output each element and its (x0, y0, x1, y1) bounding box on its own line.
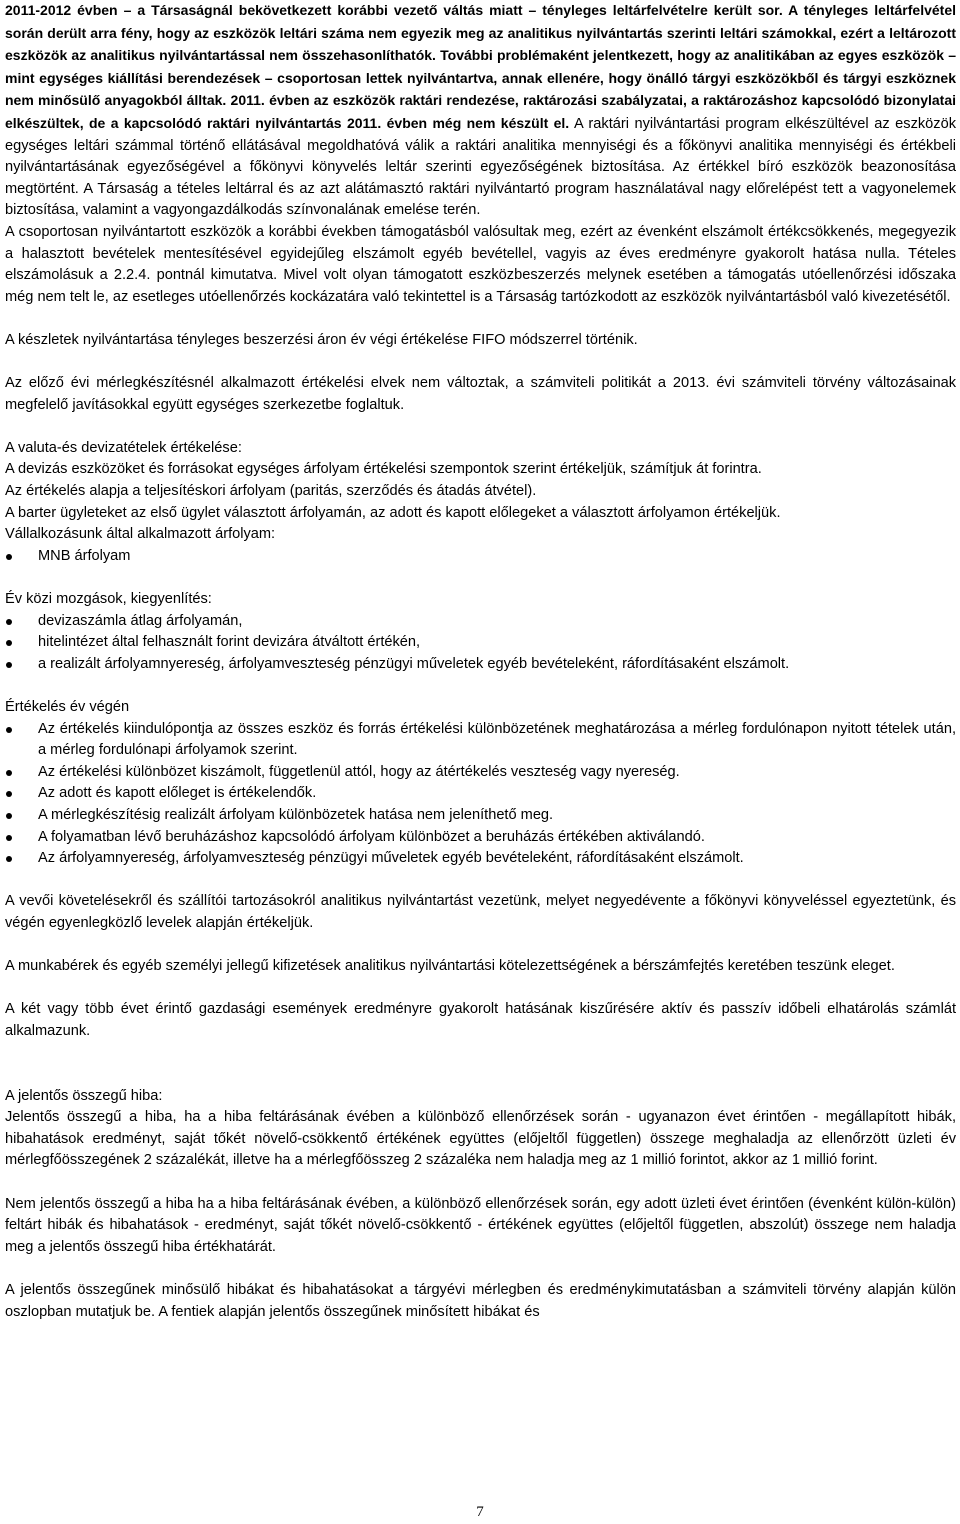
paragraph-tail-part: A Társaság a tételes leltárral és az azt alátámasztó raktári nyilvántartó program használatával nagy előrelépést tett a vagyonelemek biztosítása, valamint a vagyongazdálkodás színvonalának emelése terén. (5, 180, 956, 219)
paragraph-inventory-valuation: A készletek nyilvántartása tényleges beszerzési áron év végi értékelése FIFO módszerrel történik. (5, 331, 638, 348)
paragraph-material-error-definition: Jelentős összegű a hiba, ha a hiba feltárásának évében a különböző ellenőrzések során - ugyanazon évet érintően - megállapított hibák, hibahatások eredményt, saját tőkét növelő-csökkentő értékének együttes (előjeltől független) összege meghaladja az ellenőrzött üzleti év mérlegfőösszegének 2 százalékát, illetve ha a mérlegfőösszeg 2 százaléka nem haladja meg az 1 millió forintot, akkor az 1 millió forint. (5, 1109, 956, 1169)
paragraph-error-presentation: A jelentős összegűnek minősülő hibákat és hibahatásokat a tárgyévi mérlegben és eredménykimutatásban a számviteli törvény alapján külön oszlopban mutatjuk be. A fentiek alapján jelentős összegűnek minősített hibákat és (5, 1282, 956, 1320)
page-number: 7 (476, 1504, 484, 1520)
fx-line: A devizás eszközöket és forrásokat egységes árfolyam értékelési szempontok szerint értékeljük, számítjuk át forintra. (5, 461, 762, 478)
list-item: Az árfolyamnyereség, árfolyamveszteség pénzügyi műveletek egyéb bevételeként, ráfordításaként elszámolt. (5, 848, 956, 870)
list-item: devizaszámla átlag árfolyamán, (5, 611, 956, 633)
interim-list (5, 611, 956, 676)
section-heading-interim: Év közi mozgások, kiegyenlítés: (5, 591, 212, 608)
paragraph-receivables: A vevői követelésekről és szállítói tartozásokról analitikus nyilvántartást vezetünk, melyet negyedévente a főkönyvi könyveléssel egyeztetünk, és végén egyenlegközlő levelek alapján értékeljük. (5, 893, 956, 931)
document-page (5, 0, 956, 1323)
bullet-icon (6, 662, 12, 668)
bullet-icon (6, 770, 12, 776)
section-heading-fx: A valuta-és devizatételek értékelése: (5, 439, 242, 456)
list-item: Az értékelési különbözet kiszámolt, függetlenül attól, hogy az átértékelés veszteség vagy nyereség. (5, 762, 956, 784)
fx-line: A barter ügyleteket az első ügylet választott árfolyamán, az adott és kapott előlegeket a választott árfolyamon értékeljük. (5, 504, 781, 521)
bullet-icon (6, 856, 12, 862)
rate-list (5, 546, 956, 568)
section-heading-material-error: A jelentős összegű hiba: (5, 1087, 163, 1104)
list-item: MNB árfolyam (5, 546, 956, 568)
bullet-icon (6, 791, 12, 797)
paragraph-accruals: A két vagy több évet érintő gazdasági események eredményre gyakorolt hatásának kiszűrésére aktív és passzív időbeli elhatárolás számlát alkalmazunk. (5, 1001, 956, 1039)
paragraph-subsidized-assets: A csoportosan nyilvántartott eszközök a korábbi években támogatásból valósultak meg, ezért az évenként elszámolt értékcsökkenés, megegyezik a halasztott bevételek mentesítésével egyidejűleg elszámolt egyéb bevétellel, vagyis az éves eredményre gyakorolt hatása nulla. Tételes elszámolásuk a 2.2.4. pontnál kimutatva. Mivel volt olyan támogatott eszközbeszerzés melynek esetében a támogatás utóellenőrzési időszaka még nem telt le, az esetleges utóellenőrzés kockázatára való tekintettel is a Társaság tartózkodott az eszközök nyilvántartásból való kivezetésétől. (5, 223, 956, 305)
bullet-icon (6, 727, 12, 733)
fx-line: Vállalkozásunk által alkalmazott árfolyam: (5, 526, 276, 543)
paragraph-wages: A munkabérek és egyéb személyi jellegű kifizetések analitikus nyilvántartási kötelezettségének a bérszámfejtés keretében teszünk eleget. (5, 958, 895, 975)
fx-line: Az értékelés alapja a teljesítéskori árfolyam (paritás, szerződés és átadás átvétel). (5, 483, 537, 500)
paragraph-bold-part: 2011-2012 évben – a Társaságnál bekövetkezett korábbi vezető váltás miatt – tényleges leltárfelvételre került sor. A tényleges leltárfelvétel során derült arra fény, hogy az eszközök leltári száma nem egyezik meg az analitikus nyilvántartás szerinti leltári számokkal, ezért a leltározott eszközök az analitikus nyilvántartással nem összehasonlíthatók. További problémaként jelentkezett, hogy az analitikában az egyes eszközök – mint egységes kiállítási berendezések – csoportosan lettek nyilvántartva, annak ellenére, hogy önálló tárgyi eszközökből és tárgyi eszköznek nem minősülő anyagokból álltak. 2011. évben az eszközök raktári rendezése, raktározási szabályzatai, a raktározáshoz kapcsolódó bizonylatai elkészültek, de a kapcsolódó raktári nyilvántartás 2011. évben még nem készült el. (5, 2, 956, 131)
list-item: A folyamatban lévő beruházáshoz kapcsolódó árfolyam különbözet a beruházás értékében aktiválandó. (5, 827, 956, 849)
list-item: hitelintézet által felhasznált forint devizára átváltott értékén, (5, 632, 956, 654)
paragraph-regular-part: A raktári nyilvántartási program elkészültével az eszközök egységes leltári számmal történő ellátásával megoldhatóvá válik a raktári analitika mennyiségi és a főkönyvi analitika mennyiségi és értékbeli nyilvántartásának egyezőségével a főkönyvi könyvelés leltár szerinti egyezőségének biztosítása. Az értékkel bíró eszközök beazonosítása megtörtént. (5, 115, 956, 197)
section-heading-yearend: Értékelés év végén (5, 699, 130, 715)
list-item: A mérlegkészítésig realizált árfolyam különbözetek hatása nem jeleníthető meg. (5, 805, 956, 827)
list-item: Az értékelés kiindulópontja az összes eszköz és forrás értékelési különbözetének meghatározása a mérleg fordulónapon nyitott tételek után, a mérleg fordulónapi árfolyamok szerint. (5, 719, 956, 762)
paragraph-inventory-count (5, 0, 956, 222)
paragraph-prior-year-principles: Az előző évi mérlegkészítésnél alkalmazott értékelési elvek nem változtak, a számviteli politikát a 2013. évi számviteli törvény változásainak megfelelő javításokkal együtt egységes szerkezetbe foglaltuk. (5, 375, 956, 413)
yearend-list (5, 719, 956, 870)
bullet-icon (6, 619, 12, 625)
paragraph-non-material-error: Nem jelentős összegű a hiba ha a hiba feltárásának évében, a különböző ellenőrzések során, egy adott üzleti évet érintően (évenként külön-külön) feltárt hibák és hibahatások - eredményt, saját tőkét növelő-csökkentő - értékének együttes (előjeltől független, abszolút) összege nem haladja meg a jelentős összegű hiba értékhatárát. (5, 1195, 956, 1255)
bullet-icon (6, 813, 12, 819)
bullet-icon (6, 554, 12, 560)
list-item: a realizált árfolyamnyereség, árfolyamveszteség pénzügyi műveletek egyéb bevételeként, ráfordításaként elszámolt. (5, 654, 956, 676)
bullet-icon (6, 640, 12, 646)
bullet-icon (6, 835, 12, 841)
list-item: Az adott és kapott előleget is értékelendők. (5, 783, 956, 805)
